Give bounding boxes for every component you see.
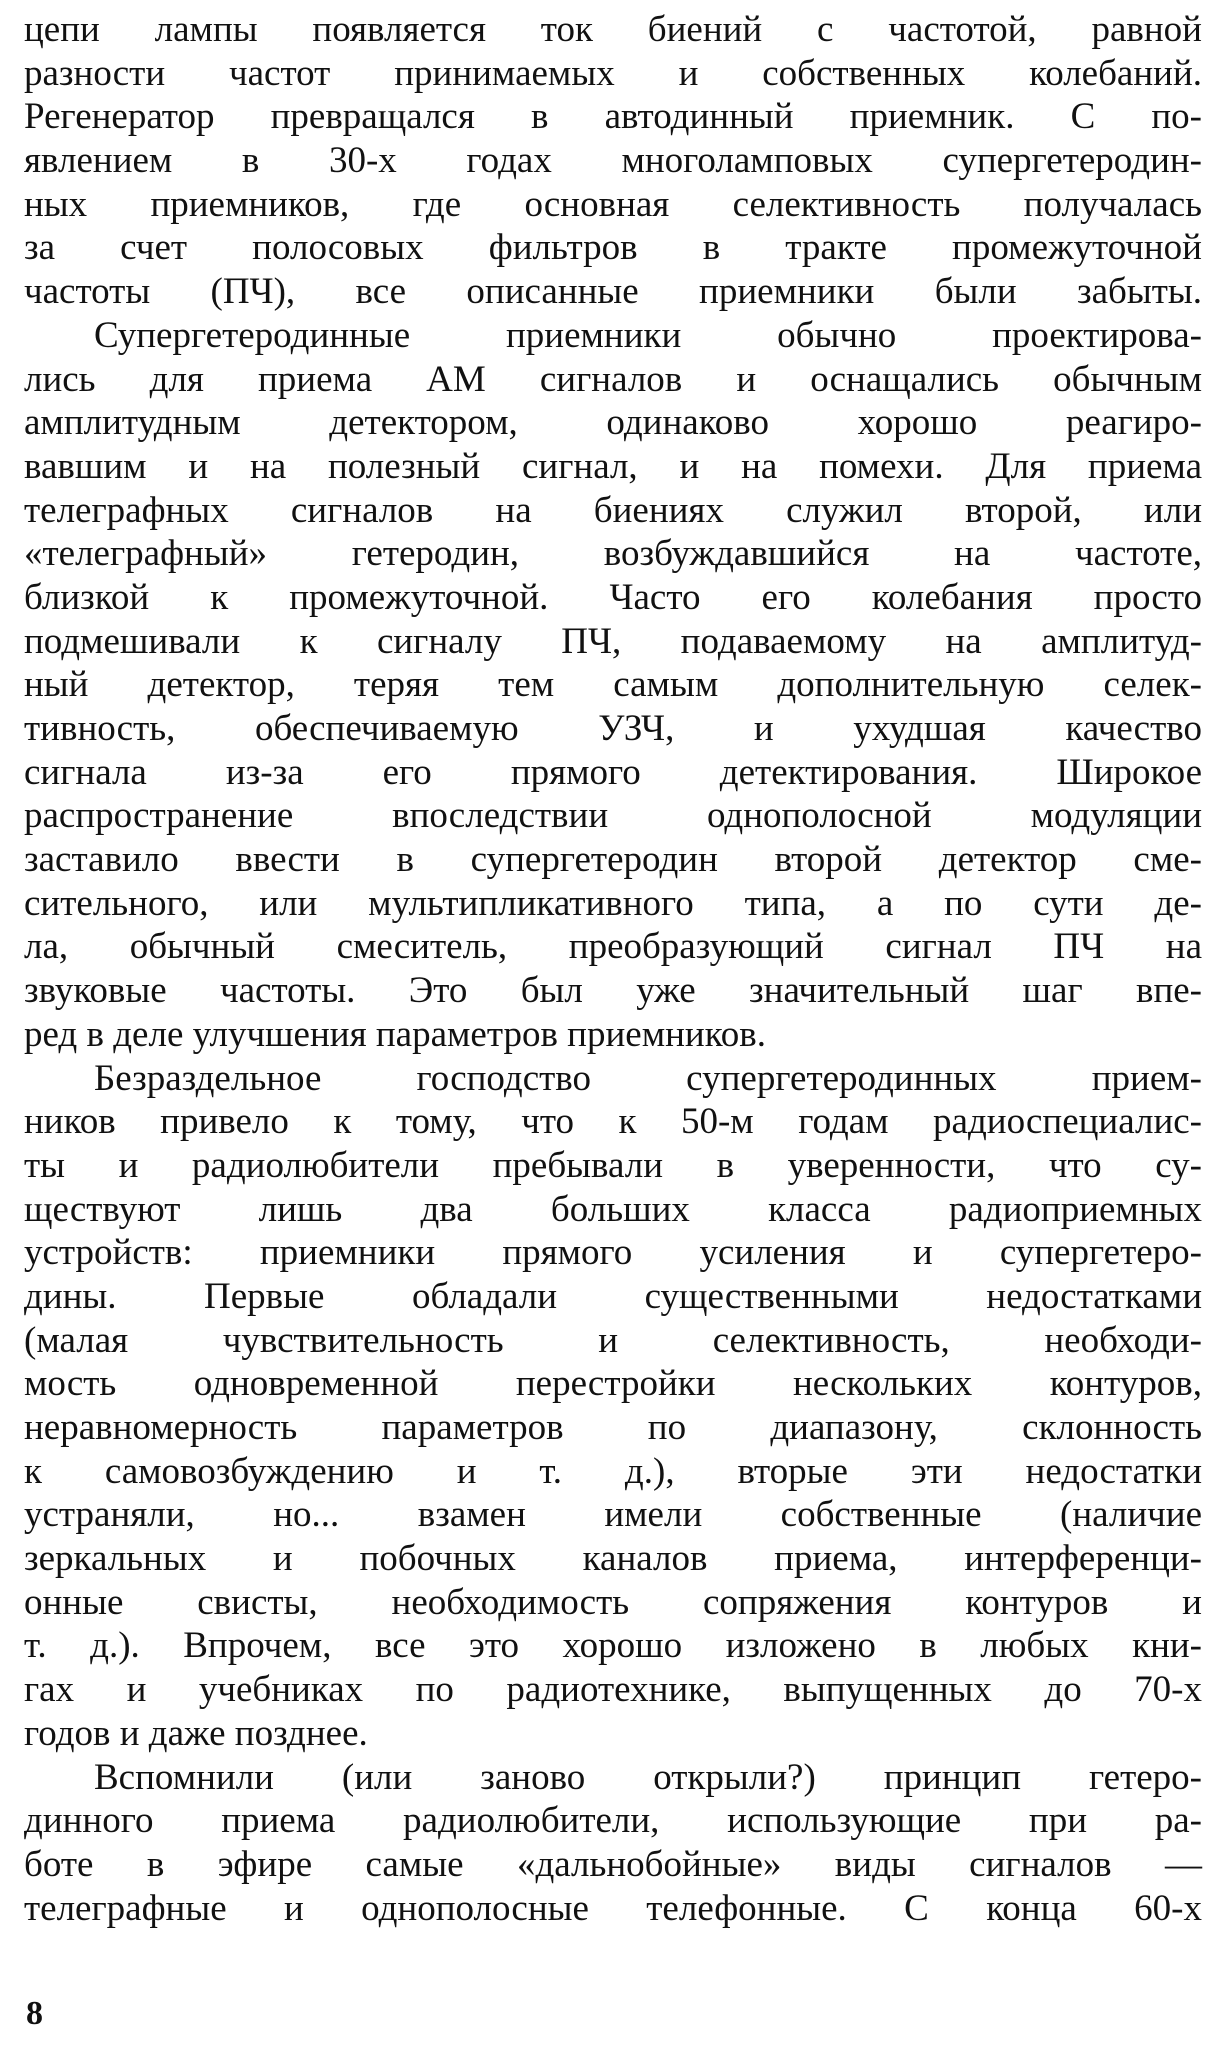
text-line: близкой к промежуточной. Часто его колебания просто <box>24 576 1202 618</box>
text-line: дины. Первые обладали существенными недостатками <box>24 1275 1202 1317</box>
text-line: Регенератор превращался в автодинный приемник. С по- <box>24 96 1202 138</box>
text-line: ников привело к тому, что к 50-м годам радиоспециалис- <box>24 1101 1202 1143</box>
text-line: онные свисты, необходимость сопряжения контуров и <box>24 1581 1202 1623</box>
text-line: тивность, обеспечиваемую УЗЧ, и ухудшая качество <box>24 708 1202 749</box>
text-line: заставило ввести в супергетеродин второй детектор сме- <box>24 839 1202 881</box>
text-line: годов и даже позднее. <box>24 1712 368 1754</box>
text-line: разности частот принимаемых и собственных колебаний. <box>24 52 1202 94</box>
text-line: боте в эфире самые «дальнобойные» виды сигналов — <box>24 1843 1202 1885</box>
text-line: явлением в 30-х годах многоламповых супергетеродин- <box>24 140 1202 182</box>
text-line: устройств: приемники прямого усиления и супергетеро- <box>24 1232 1202 1274</box>
text-line: подмешивали к сигналу ПЧ, подаваемому на амплитуд- <box>24 620 1202 662</box>
text-line: ты и радиолюбители пребывали в уверенности, что су- <box>24 1144 1202 1186</box>
text-line: динного приема радиолюбители, использующие при ра- <box>24 1800 1202 1842</box>
text-line: устраняли, но... взамен имели собственные (наличие <box>24 1494 1202 1536</box>
text-line: ществуют лишь два больших класса радиоприемных <box>24 1188 1202 1230</box>
text-line: ред в деле улучшения параметров приемников. <box>24 1013 767 1055</box>
text-line: вавшим и на полезный сигнал, и на помехи. Для приема <box>24 445 1202 487</box>
text-line: мость одновременной перестройки нескольких контуров, <box>24 1363 1202 1405</box>
page-number: 8 <box>26 1995 43 2032</box>
page-body <box>24 8 1202 1930</box>
text-line: частоты (ПЧ), все описанные приемники были забыты. <box>24 271 1202 313</box>
text-line: телеграфные и однополосные телефонные. С конца 60-х <box>24 1887 1202 1929</box>
text-line: ла, обычный смеситель, преобразующий сигнал ПЧ на <box>24 926 1202 968</box>
text-line: за счет полосовых фильтров в тракте промежуточной <box>24 227 1202 269</box>
text-line: сигнала из-за его прямого детектирования. Широкое <box>24 751 1202 793</box>
text-line: распространение впоследствии однополосной модуляции <box>24 795 1202 837</box>
text-line: гах и учебниках по радиотехнике, выпущенных до 70-х <box>24 1669 1202 1711</box>
text-line: Супергетеродинные приемники обычно проектирова- <box>94 314 1202 356</box>
text-line: лись для приема АМ сигналов и оснащались обычным <box>24 358 1202 400</box>
text-line: (малая чувствительность и селективность, необходи- <box>24 1319 1202 1361</box>
text-line: Безраздельное господство супергетеродинных прием- <box>94 1057 1202 1099</box>
text-line: ный детектор, теряя тем самым дополнительную селек- <box>24 664 1202 706</box>
text-line: цепи лампы появляется ток биений с частотой, равной <box>24 9 1202 50</box>
text-line: зеркальных и побочных каналов приема, интерференци- <box>24 1538 1202 1580</box>
text-line: т. д.). Впрочем, все это хорошо изложено в любых кни- <box>24 1625 1202 1667</box>
text-line: амплитудным детектором, одинаково хорошо реагиро- <box>24 402 1202 444</box>
text-line: сительного, или мультипликативного типа, а по сути де- <box>24 882 1202 924</box>
text-line: звуковые частоты. Это был уже значительный шаг впе- <box>24 970 1202 1012</box>
text-line: Вспомнили (или заново открыли?) принцип гетеро- <box>94 1756 1202 1798</box>
text-line: к самовозбуждению и т. д.), вторые эти недостатки <box>24 1450 1202 1492</box>
text-line: ных приемников, где основная селективность получалась <box>24 183 1202 225</box>
text-line: «телеграфный» гетеродин, возбуждавшийся на частоте, <box>24 533 1202 575</box>
text-line: телеграфных сигналов на биениях служил второй, или <box>24 489 1202 531</box>
text-line: неравномерность параметров по диапазону, склонность <box>24 1407 1202 1448</box>
